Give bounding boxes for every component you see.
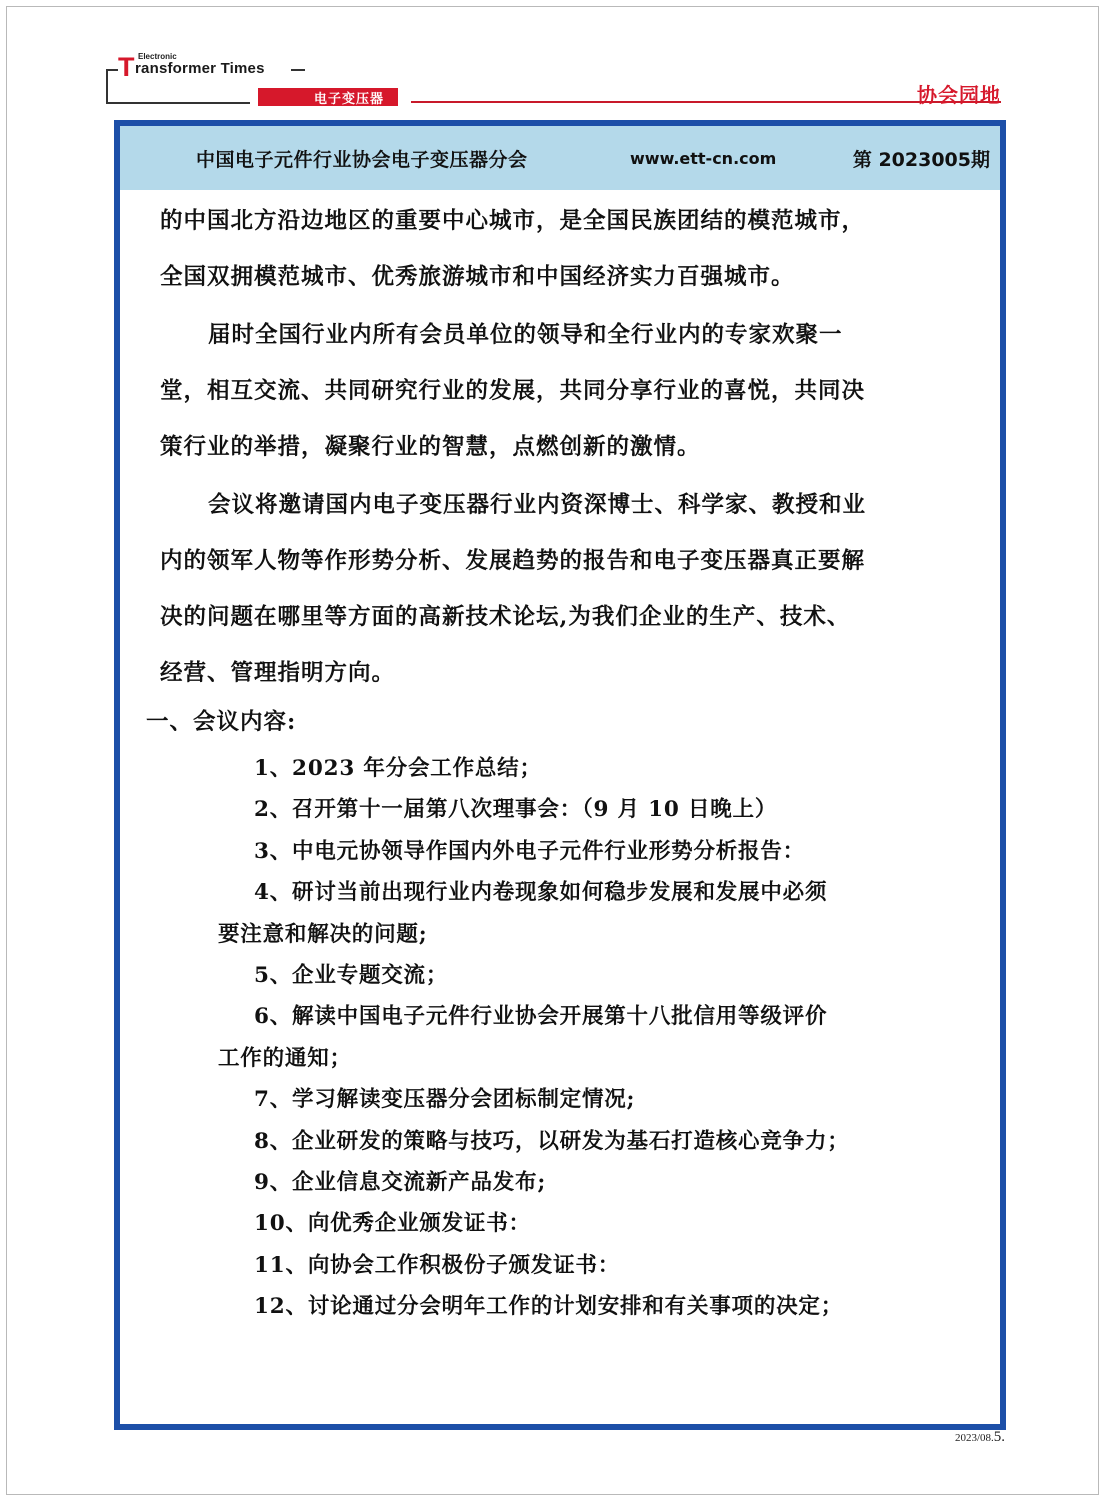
agenda-line: 2、召开第十一届第八次理事会：（9 月 10 日晚上） [254, 797, 778, 823]
section-title: 协会园地 [917, 83, 1001, 107]
agenda-line: 6、解读中国电子元件行业协会开展第十八批信用等级评价 [254, 1004, 828, 1030]
text-line: 全国双拥模范城市、优秀旅游城市和中国经济实力百强城市。 [160, 264, 795, 290]
agenda-item [218, 1121, 978, 1162]
logo-rule [106, 69, 108, 103]
content-box [114, 120, 1006, 1430]
text-line: 堂，相互交流、共同研究行业的发展，共同分享行业的喜悦，共同决 [160, 378, 866, 404]
agenda-line: 11、向协会工作积极份子颁发证书： [254, 1252, 621, 1278]
page-footer [955, 1429, 1005, 1446]
logo-title: ransformer Times [135, 60, 265, 77]
issue-bar [120, 126, 1000, 190]
logo-cn-badge [258, 88, 398, 106]
agenda-line: 3、中电元协领导作国内外电子元件行业形势分析报告： [254, 838, 805, 864]
section-heading: 一、会议内容: [146, 709, 297, 735]
text-line: 的中国北方沿边地区的重要中心城市，是全国民族团结的模范城市， [160, 208, 866, 234]
agenda-line: 7、学习解读变压器分会团标制定情况; [254, 1087, 636, 1113]
agenda-line: 8、企业研发的策略与技巧，以研发为基石打造核心竞争力； [254, 1128, 850, 1154]
magazine-logo [104, 52, 424, 112]
page-number: 5. [993, 1429, 1005, 1445]
header-rule [411, 101, 1001, 103]
footer-date: 2023/08. [954, 1432, 994, 1444]
agenda-item [218, 1286, 978, 1327]
agenda-line: 4、研讨当前出现行业内卷现象如何稳步发展和发展中必须 [254, 880, 828, 906]
agenda-line: 12、讨论通过分会明年工作的计划安排和有关事项的决定； [254, 1294, 844, 1320]
agenda-line: 1、2023 年分会工作总结； [254, 756, 542, 781]
agenda-item [218, 789, 978, 830]
logo-initial: T [118, 52, 135, 82]
agenda-item [218, 831, 978, 872]
agenda-item [218, 1203, 978, 1244]
logo-rule [106, 102, 250, 104]
paragraph [160, 193, 960, 305]
logo-stripe [258, 88, 300, 106]
agenda-item [218, 1162, 978, 1203]
agenda-item [218, 955, 978, 996]
agenda-line: 要注意和解决的问题; [218, 921, 428, 947]
website: www.ett-cn.com [630, 148, 777, 168]
text-line: 决的问题在哪里等方面的高新技术论坛,为我们企业的生产、技术、 [160, 604, 851, 630]
organization-name: 中国电子元件行业协会电子变压器分会 [196, 148, 528, 171]
agenda-item [218, 748, 978, 789]
text-line: 会议将邀请国内电子变压器行业内资深博士、科学家、教授和业 [208, 492, 867, 518]
agenda-item [218, 1245, 978, 1286]
logo-cn-label: 电子变压器 [300, 88, 398, 106]
agenda-line: 工作的通知； [218, 1045, 352, 1071]
text-line: 策行业的举措，凝聚行业的智慧，点燃创新的激情。 [160, 434, 701, 460]
paragraph [160, 307, 960, 475]
logo-rule [291, 69, 305, 71]
text-line: 届时全国行业内所有会员单位的领导和全行业内的专家欢聚一 [208, 322, 843, 348]
agenda-list [218, 748, 978, 1327]
issue-number: 第 2023005期 [852, 148, 990, 171]
paragraph [160, 477, 960, 701]
agenda-item [218, 872, 978, 955]
agenda-item [218, 996, 978, 1079]
logo-small-text: Electronic [138, 52, 177, 61]
agenda-line: 10、向优秀企业颁发证书： [254, 1211, 531, 1237]
text-line: 内的领军人物等作形势分析、发展趋势的报告和电子变压器真正要解 [160, 548, 866, 574]
agenda-line: 9、企业信息交流新产品发布; [254, 1169, 547, 1195]
text-line: 经营、管理指明方向。 [160, 660, 396, 686]
agenda-item [218, 1079, 978, 1120]
agenda-line: 5、企业专题交流； [254, 962, 449, 988]
